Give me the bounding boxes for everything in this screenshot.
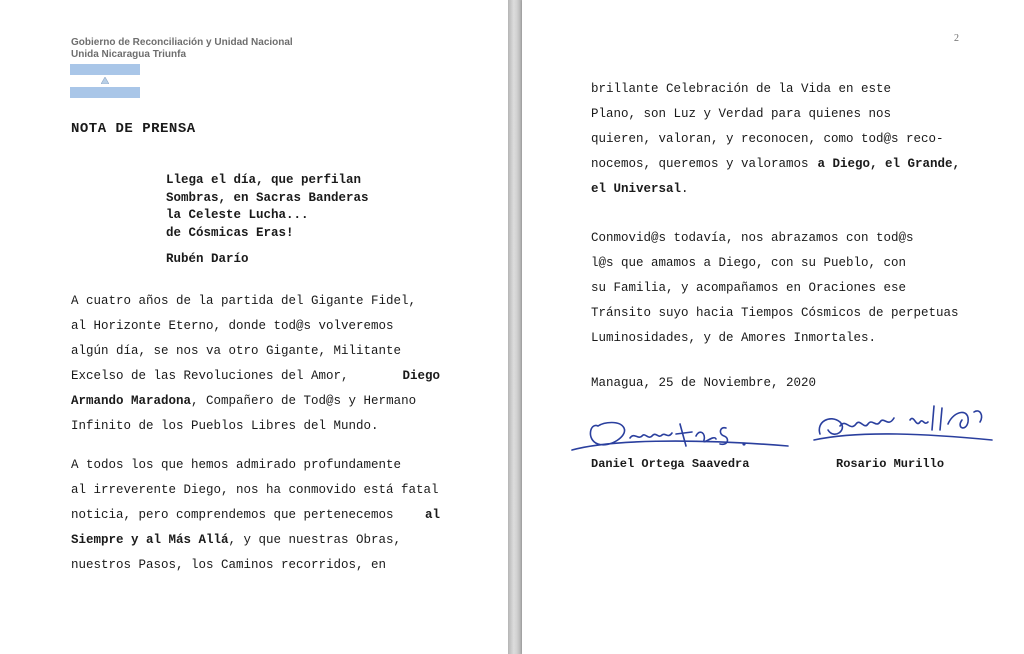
text-line: A cuatro años de la partida del Gigante Fidel, [71,294,417,308]
document-page-left [0,0,508,654]
text-line: al Horizonte Eterno, donde tod@s volveremos [71,319,394,333]
press-release-title: NOTA DE PRENSA [71,121,196,137]
text-line: Conmovid@s todavía, nos abrazamos con tod@s [591,231,914,245]
epigraph-line: de Cósmicas Eras! [166,225,294,240]
paragraph-1 [71,289,440,439]
text-line: brillante Celebración de la Vida en este [591,82,892,96]
epigraph-poem [166,172,369,242]
org-header-line1: Gobierno de Reconciliación y Unidad Nacional [71,37,293,48]
text-line: Armando Maradona , Compañero de Tod@s y Hermano [71,394,417,408]
signatory-name: Daniel Ortega Saavedra [591,457,750,471]
text-line: Siempre y al Más Allá , y que nuestras Obras, [71,533,402,547]
text-line: A todos los que hemos admirado profundamente [71,458,402,472]
epigraph-line: la Celeste Lucha... [166,208,309,222]
paragraph-2 [71,453,440,578]
org-header-line2: Unida Nicaragua Triunfa [71,49,187,60]
nicaragua-flag-icon [70,64,140,98]
text-line: algún día, se nos va otro Gigante, Militante [71,344,402,358]
text-line: Luminosidades, y de Amores Inmortales. [591,331,877,345]
page-gutter [508,0,522,654]
text-line: Excelso de las Revoluciones del Amor, Diego [71,369,440,383]
epigraph-author: Rubén Darío [166,252,249,266]
date-line: Managua, 25 de Noviembre, 2020 [591,376,817,390]
signature-daniel-ortega [568,410,793,460]
text-line: nocemos, queremos y valoramos a Diego, el Grande, [591,157,960,171]
signatory-name: Rosario Murillo [836,457,945,471]
text-line: al irreverente Diego, nos ha conmovido está fatal [71,483,439,497]
text-line: Infinito de los Pueblos Libres del Mundo. [71,419,379,433]
paragraph-3 [591,77,960,202]
signature-rosario-murillo [810,400,995,450]
text-line: su Familia, y acompañamos en Oraciones ese [591,281,907,295]
page-number: 2 [954,33,959,44]
epigraph-line: Llega el día, que perfilan [166,173,362,187]
text-line: l@s que amamos a Diego, con su Pueblo, con [591,256,907,270]
text-line: el Universal . [591,182,689,196]
text-line: noticia, pero comprendemos que pertenecemos al [71,508,440,522]
text-line: Plano, son Luz y Verdad para quienes nos [591,107,892,121]
text-line: nuestros Pasos, los Caminos recorridos, en [71,558,387,572]
text-line: Tránsito suyo hacia Tiempos Cósmicos de perpetuas [591,306,959,320]
text-line: quieren, valoran, y reconocen, como tod@s reco- [591,132,944,146]
epigraph-line: Sombras, en Sacras Banderas [166,190,369,205]
paragraph-4 [591,226,960,351]
